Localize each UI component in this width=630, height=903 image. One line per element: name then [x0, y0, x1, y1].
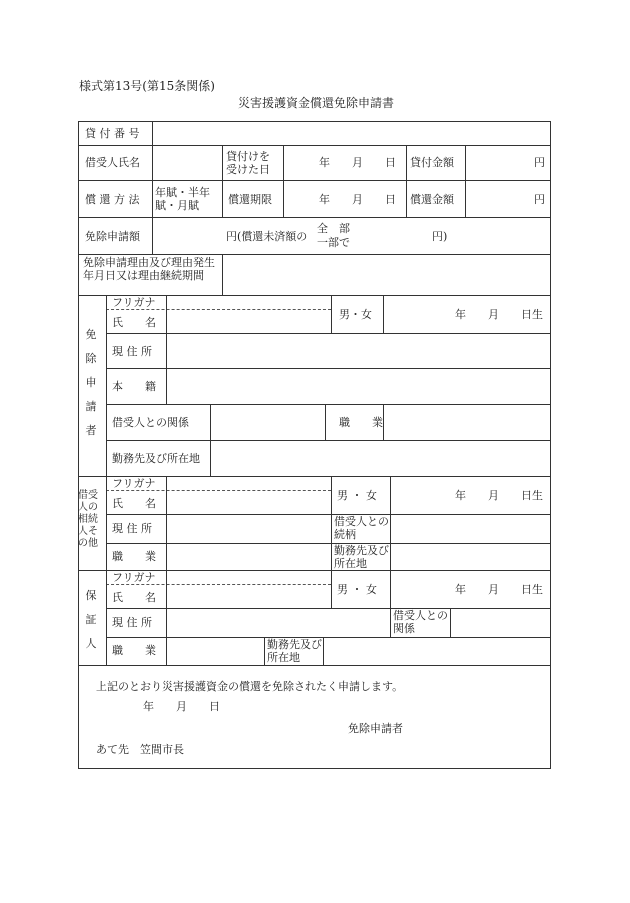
rule	[166, 476, 167, 570]
repay-period-field[interactable]: 年 月 日	[319, 193, 396, 206]
guarantor-job-label: 職 業	[112, 644, 156, 657]
applicant-relation-label: 借受人との関係	[112, 416, 189, 429]
rule	[106, 368, 551, 369]
rule	[323, 637, 324, 665]
repay-method-label: 償 還 方 法	[85, 193, 140, 206]
rule	[264, 637, 265, 665]
rule	[166, 333, 167, 404]
repay-amount-label: 償還金額	[410, 193, 454, 206]
guarantor-gender-select[interactable]: 男 ・ 女	[337, 583, 377, 596]
rule	[383, 404, 384, 440]
rule	[390, 570, 391, 608]
applicant-name-label: 氏 名	[112, 316, 156, 329]
furigana-rule	[106, 584, 331, 585]
rule	[106, 440, 551, 441]
guarantor-birthdate-field[interactable]: 年 月 日生	[455, 583, 543, 596]
applicant-furigana-label: フリガナ	[112, 296, 156, 309]
exempt-amount-prefix: 円(償還未済額の	[226, 230, 308, 243]
form-title: 災害援護資金償還免除申請書	[238, 96, 395, 110]
loan-amount-label: 貸付金額	[410, 156, 454, 169]
rule	[331, 476, 332, 570]
exempt-part-option: 一部で	[317, 236, 350, 249]
rule	[106, 543, 551, 544]
applicant-address-label: 現 住 所	[112, 345, 152, 358]
rule	[106, 514, 551, 515]
heir-workplace-label: 勤務先及び所在地	[334, 544, 389, 570]
guarantor-furigana-label: フリガナ	[112, 571, 156, 584]
form-number: 様式第13号(第15条関係)	[79, 79, 215, 93]
heir-name-label: 氏 名	[112, 497, 156, 510]
rule	[152, 145, 153, 254]
heir-job-label: 職 業	[112, 550, 156, 563]
loan-date-field[interactable]: 年 月 日	[319, 156, 396, 169]
guarantor-group-label: 保証人	[85, 589, 97, 650]
applicant-workplace-label: 勤務先及び所在地	[112, 452, 200, 465]
repay-method-options: 年賦・半年賦・月賦	[155, 186, 210, 212]
rule	[450, 608, 451, 637]
guarantor-relation-label: 借受人との関係	[393, 609, 448, 635]
rule	[390, 476, 391, 514]
heir-relation-label: 借受人との続柄	[334, 515, 389, 541]
guarantor-name-label: 氏 名	[112, 591, 156, 604]
application-date-field[interactable]: 年 月 日	[143, 700, 220, 713]
repay-period-label: 償還期限	[228, 193, 272, 206]
application-form	[78, 121, 551, 769]
request-statement: 上記のとおり災害援護資金の償還を免除されたく申請します。	[96, 680, 404, 693]
rule	[210, 404, 211, 476]
repay-amount-yen: 円	[534, 193, 545, 206]
borrower-name-label: 借受人氏名	[85, 156, 140, 169]
loan-date-label: 貸付けを受けた日	[226, 150, 270, 176]
applicant-gender-select[interactable]: 男・女	[339, 308, 372, 321]
rule	[106, 333, 551, 334]
heir-gender-select[interactable]: 男 ・ 女	[337, 489, 377, 502]
loan-number-label: 貸 付 番 号	[85, 127, 140, 140]
rule	[383, 295, 384, 333]
exempt-reason-label: 免除申請理由及び理由発生年月日又は理由継続期間	[83, 256, 215, 282]
rule	[78, 217, 551, 218]
rule	[152, 121, 153, 145]
furigana-rule	[106, 490, 331, 491]
applicant-domicile-label: 本 籍	[112, 380, 156, 393]
applicant-group-label: 免除申請者	[85, 328, 97, 437]
rule	[390, 514, 391, 570]
rule	[166, 570, 167, 665]
furigana-rule	[106, 309, 331, 310]
heir-furigana-label: フリガナ	[112, 477, 156, 490]
rule	[78, 665, 551, 666]
heir-group-label: 借受人の相続人その他	[78, 490, 98, 549]
rule	[106, 608, 551, 609]
rule	[331, 570, 332, 608]
rule	[222, 145, 223, 217]
rule	[106, 404, 551, 405]
rule	[406, 145, 407, 217]
rule	[106, 295, 107, 665]
heir-address-label: 現 住 所	[112, 522, 152, 535]
rule	[390, 608, 391, 637]
rule	[331, 295, 332, 333]
rule	[465, 145, 466, 217]
rule	[78, 145, 551, 146]
exempt-amount-suffix: 円)	[432, 230, 448, 243]
exempt-amount-label: 免除申請額	[85, 230, 140, 243]
heir-birthdate-field[interactable]: 年 月 日生	[455, 489, 543, 502]
rule	[78, 254, 551, 255]
rule	[325, 404, 326, 440]
rule	[106, 637, 551, 638]
guarantor-address-label: 現 住 所	[112, 616, 152, 629]
applicant-job-label: 職 業	[339, 416, 383, 429]
rule	[222, 254, 223, 295]
applicant-signature-label: 免除申請者	[348, 722, 403, 735]
rule	[78, 180, 551, 181]
loan-amount-yen: 円	[534, 156, 545, 169]
rule	[166, 295, 167, 333]
guarantor-workplace-label: 勤務先及び所在地	[267, 638, 322, 664]
exempt-all-option: 全 部	[317, 222, 350, 235]
applicant-birthdate-field[interactable]: 年 月 日生	[455, 308, 543, 321]
rule	[283, 145, 284, 217]
addressee: あて先 笠間市長	[96, 743, 184, 756]
